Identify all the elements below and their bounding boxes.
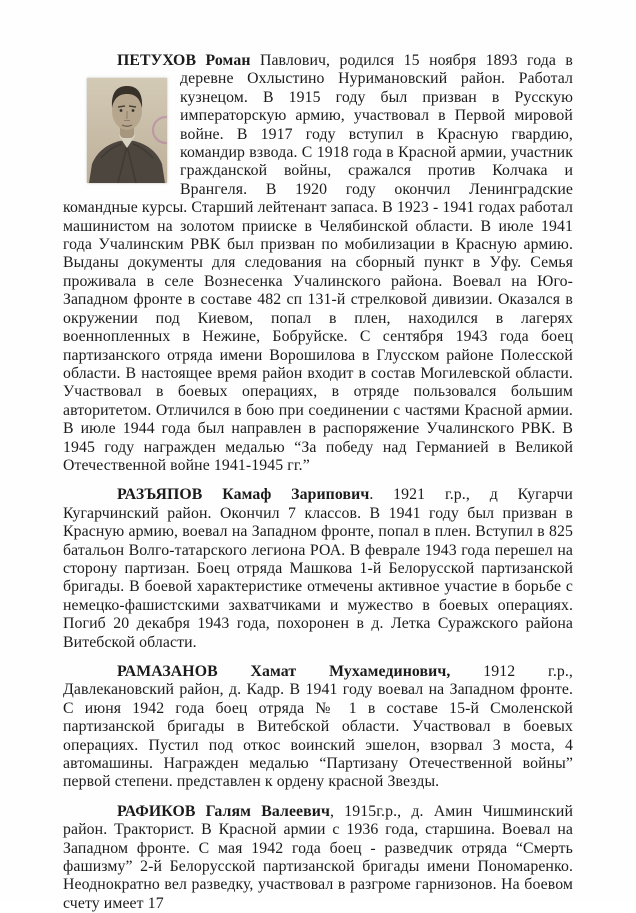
bio-text-rafikov: , 1915г.р., д. Амин Чишминский район. Тракторист. В Красной армии с 1936 года, старшина. Воевал на Западном фронте. С мая 1942 года боец - разведчик отряда “Смерть фашизму” 2-й Белорусской партизанской бригады имени Пономаренко. Неоднократно вел разведку, участвовал в разгроме гарнизонов. На боевом счету имеет 17 [63,802,573,912]
bio-paragraph-ramazanov [63,663,573,792]
bio-text-petukhov: Павлович, родился 15 ноября 1893 года в деревне Охлыстино Нуримановский район. Работал кузнецом. В 1915 году был призван в Русскую императорскую армию, участвовал в Первой мировой войне. В 1917 году вступил в Красную гвардию, командир взвода. С 1918 года в Красной армии, участник гражданской войны, сражался против Колчака и Врангеля. В 1920 году окончил Ленинградские командные курсы. Старший лейтенант запаса. В 1923 - 1941 годах работал машинистом на золотом прииске в Челябинской области. В июле 1941 года Учалинским РВК был призван по мобилизации в Красную армию. Выданы документы для следования на сборный пункт в Уфу. Семья проживала в селе Вознесенка Учалинского района. Воевал на Юго-Западном фронте в составе 482 сп 131-й стрелковой дивизии. Оказался в окружении под Киевом, попал в плен, находился в лагерях военнопленных в Нежине, Бобруйске. С сентября 1943 года боец партизанского отряда имени Ворошилова в Глусском районе Полесской области. В настоящее время район входит в состав Могилевской области. Участвовал в боевых операциях, в отряде пользовался большим авторитетом. Отличился в бою при соединении с частями Красной армии. В июле 1944 года был направлен в распоряжение Учалинского РВК. В 1945 году награжден медалью “За победу над Германией в Великой Отечественной войне 1941-1945 гг.” [63,52,573,474]
left-eye [120,109,123,112]
portrait-photo-graphic [87,78,167,183]
bio-paragraph-rafikov [63,803,573,913]
portrait-photo [87,78,167,183]
bio-text-razyapov: . 1921 г.р., д Кугарчи Кугарчинский район. Окончил 7 классов. В 1941 году был призван в Красную армию, воевал на Западном фронте, попал в плен. Вступил в 825 батальон Волго-татарского легиона РОА. В феврале 1943 года перешел на сторону партизан. Боец отряда Машкова 1-й Белорусской партизанской бригады. В боевой характеристике отмечены активное участие в борьбе с немецко-фашистскими захватчиками и мужество в боевых операциях. Погиб 20 декабря 1943 года, похоронен в д. Летка Суражского района Витебской области. [63,486,573,651]
bio-paragraph-petukhov [63,52,573,475]
veteran-name-ramazanov: РАМАЗАНОВ Хамат Мухамединович, [117,663,451,680]
bio-paragraph-razyapov [63,486,573,652]
veteran-name-razyapov: РАЗЪЯПОВ Камаф Зарипович [117,486,370,504]
veteran-name-rafikov: РАФИКОВ Галям Валеевич [117,802,331,820]
right-eye [132,109,135,112]
bio-text-ramazanov: 1912 г.р., Давлекановский район, д. Кадр. В 1941 году воевал на Западном фронте. С июня 1942 года боец отряда № 1 в составе 15-й Смоленской партизанской бригады в Витебской области. Участвовал в боевых операциях. Пустил под откос воинский эшелон, взорвал 3 моста, 4 автомашины. Награжден медалью “Партизану Отечественной войны” первой степени. представлен к ордену красной Звезды. [63,663,573,791]
portrait-photo-float [63,52,180,188]
veteran-name-petukhov: ПЕТУХОВ Роман [117,52,251,69]
